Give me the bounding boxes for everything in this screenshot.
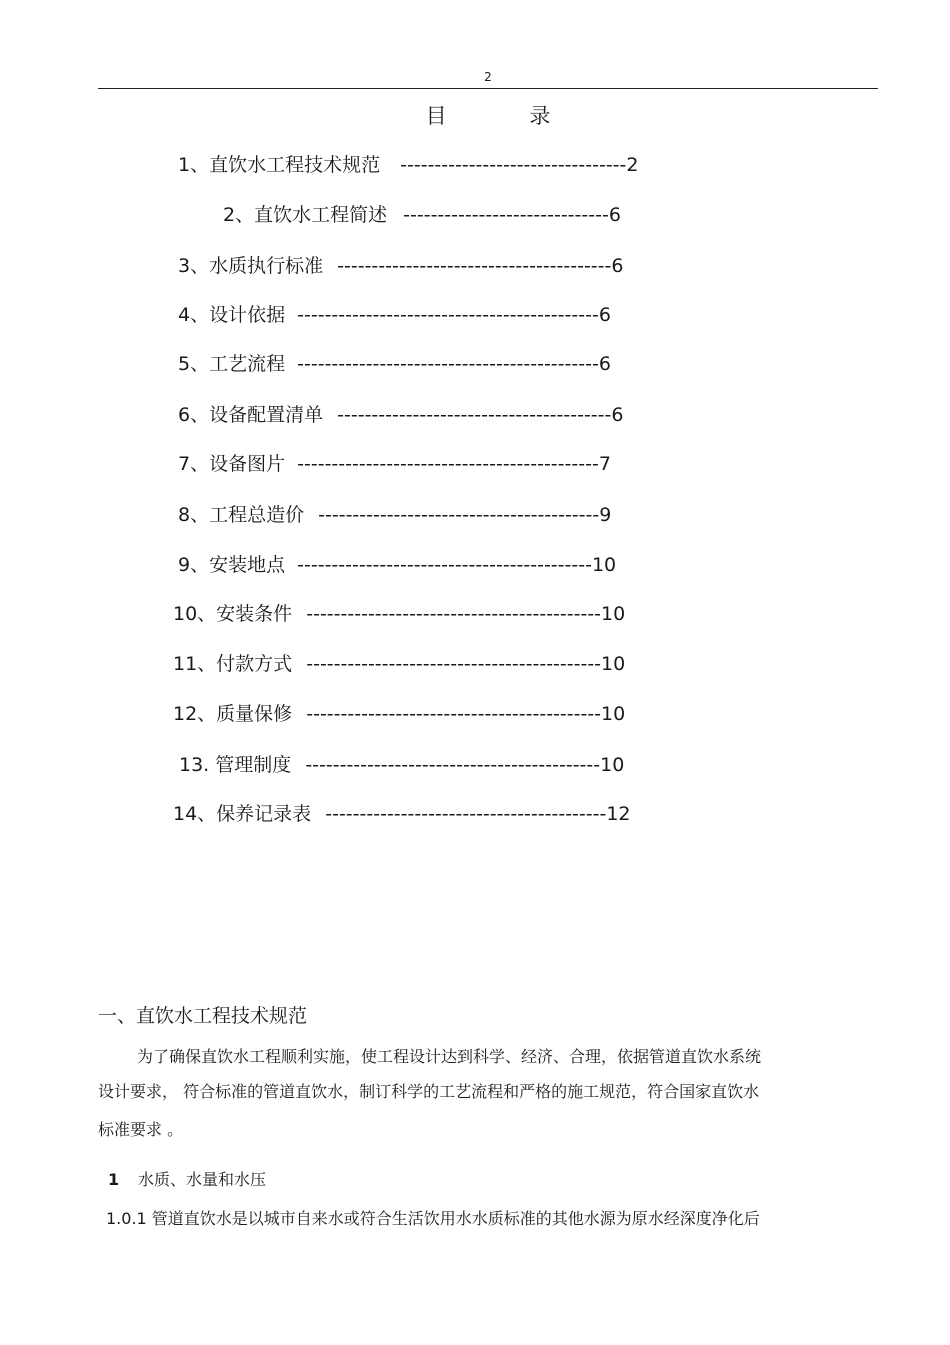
subsection-heading xyxy=(108,1169,266,1191)
toc-entry[interactable] xyxy=(178,153,638,177)
toc-entry-label: 14、保养记录表 xyxy=(173,803,312,825)
toc-entry[interactable] xyxy=(178,303,611,327)
toc-entry-label: 6、设备配置清单 xyxy=(178,404,324,426)
toc-entry[interactable] xyxy=(173,602,625,626)
toc-entry-leader: -------------------------------------------- xyxy=(297,453,599,475)
toc-entry[interactable] xyxy=(173,702,625,726)
toc-entry-page: 6 xyxy=(598,304,611,326)
toc-entry-leader: ------------------------------ xyxy=(403,204,609,226)
paragraph-line: 为了确保直饮水工程顺利实施，使工程设计达到科学、经济、合理，依据管道直饮水系统 xyxy=(137,1047,762,1066)
toc-entry-page: 10 xyxy=(601,653,626,675)
toc-entry-page: 9 xyxy=(599,504,612,526)
toc-entry-label: 4、设计依据 xyxy=(178,304,286,326)
clause-line: 1.0.1 管道直饮水是以城市自来水或符合生活饮用水水质标准的其他水源为原水经深度净化后 xyxy=(106,1209,760,1228)
toc-entry-leader: ------------------------------------------- xyxy=(306,653,602,675)
toc-entry-page: 2 xyxy=(626,154,639,176)
toc-title: 目 录 xyxy=(425,104,589,128)
toc-entry-label: 5、工艺流程 xyxy=(178,353,286,375)
toc-entry-leader: ------------------------------------------- xyxy=(306,703,602,725)
toc-entry[interactable] xyxy=(178,352,611,376)
toc-entry-label: 9、安装地点 xyxy=(178,554,286,576)
toc-entry-leader: ------------------------------------------- xyxy=(306,603,602,625)
toc-entry-leader: ----------------------------------------- xyxy=(318,504,600,526)
toc-entry-leader: ------------------------------------------- xyxy=(297,554,592,576)
toc-entry-page: 12 xyxy=(606,803,631,825)
page-number: 2 xyxy=(484,70,492,84)
toc-entry-leader: ---------------------------------------- xyxy=(337,404,612,426)
toc-entry-label: 10、安装条件 xyxy=(173,603,293,625)
toc-entry-label: 2、直饮水工程简述 xyxy=(223,204,388,226)
toc-entry-label: 13. 管理制度 xyxy=(179,754,292,776)
toc-entry-page: 6 xyxy=(611,404,624,426)
toc-entry[interactable] xyxy=(223,203,621,227)
toc-entry-page: 6 xyxy=(608,204,621,226)
toc-entry[interactable] xyxy=(173,802,631,826)
toc-entry-page: 10 xyxy=(601,603,626,625)
toc-entry[interactable] xyxy=(178,503,611,527)
paragraph-line: 标准要求 。 xyxy=(98,1120,184,1139)
toc-entry-page: 10 xyxy=(591,554,617,576)
section-heading: 一、直饮水工程技术规范 xyxy=(98,1005,308,1027)
toc-entry-label: 12、质量保修 xyxy=(173,703,293,725)
toc-entry-label: 7、设备图片 xyxy=(178,453,286,475)
toc-entry[interactable] xyxy=(178,403,623,427)
toc-entry-leader: --------------------------------- xyxy=(400,154,627,176)
header-rule xyxy=(98,88,878,89)
toc-entry-leader: -------------------------------------------- xyxy=(297,304,599,326)
toc-entry-label: 3、水质执行标准 xyxy=(178,255,324,277)
toc-entry-label: 8、工程总造价 xyxy=(178,504,305,526)
toc-entry-page: 6 xyxy=(611,255,624,277)
paragraph-line: 设计要求， 符合标准的管道直饮水，制订科学的工艺流程和严格的施工规范，符合国家直饮水 xyxy=(98,1082,760,1101)
subsection-number: 1 xyxy=(108,1170,120,1189)
toc-entry-page: 10 xyxy=(601,703,626,725)
toc-entry[interactable] xyxy=(178,452,611,476)
toc-entry[interactable] xyxy=(179,753,624,777)
toc-entry-page: 6 xyxy=(598,353,611,375)
toc-entry-leader: ------------------------------------------- xyxy=(305,754,601,776)
toc-entry-leader: -------------------------------------------- xyxy=(297,353,599,375)
toc-entry-leader: ---------------------------------------- xyxy=(337,255,612,277)
toc-entry-leader: ----------------------------------------- xyxy=(325,803,607,825)
subsection-title: 水质、水量和水压 xyxy=(138,1170,267,1189)
toc-entry-page: 10 xyxy=(600,754,625,776)
toc-entry[interactable] xyxy=(173,652,625,676)
toc-entry-label: 1、直饮水工程技术规范 xyxy=(178,154,381,176)
toc-entry-page: 7 xyxy=(598,453,611,475)
toc-entry-label: 11、付款方式 xyxy=(173,653,293,675)
toc-entry[interactable] xyxy=(178,254,623,278)
toc-entry[interactable] xyxy=(178,553,616,577)
